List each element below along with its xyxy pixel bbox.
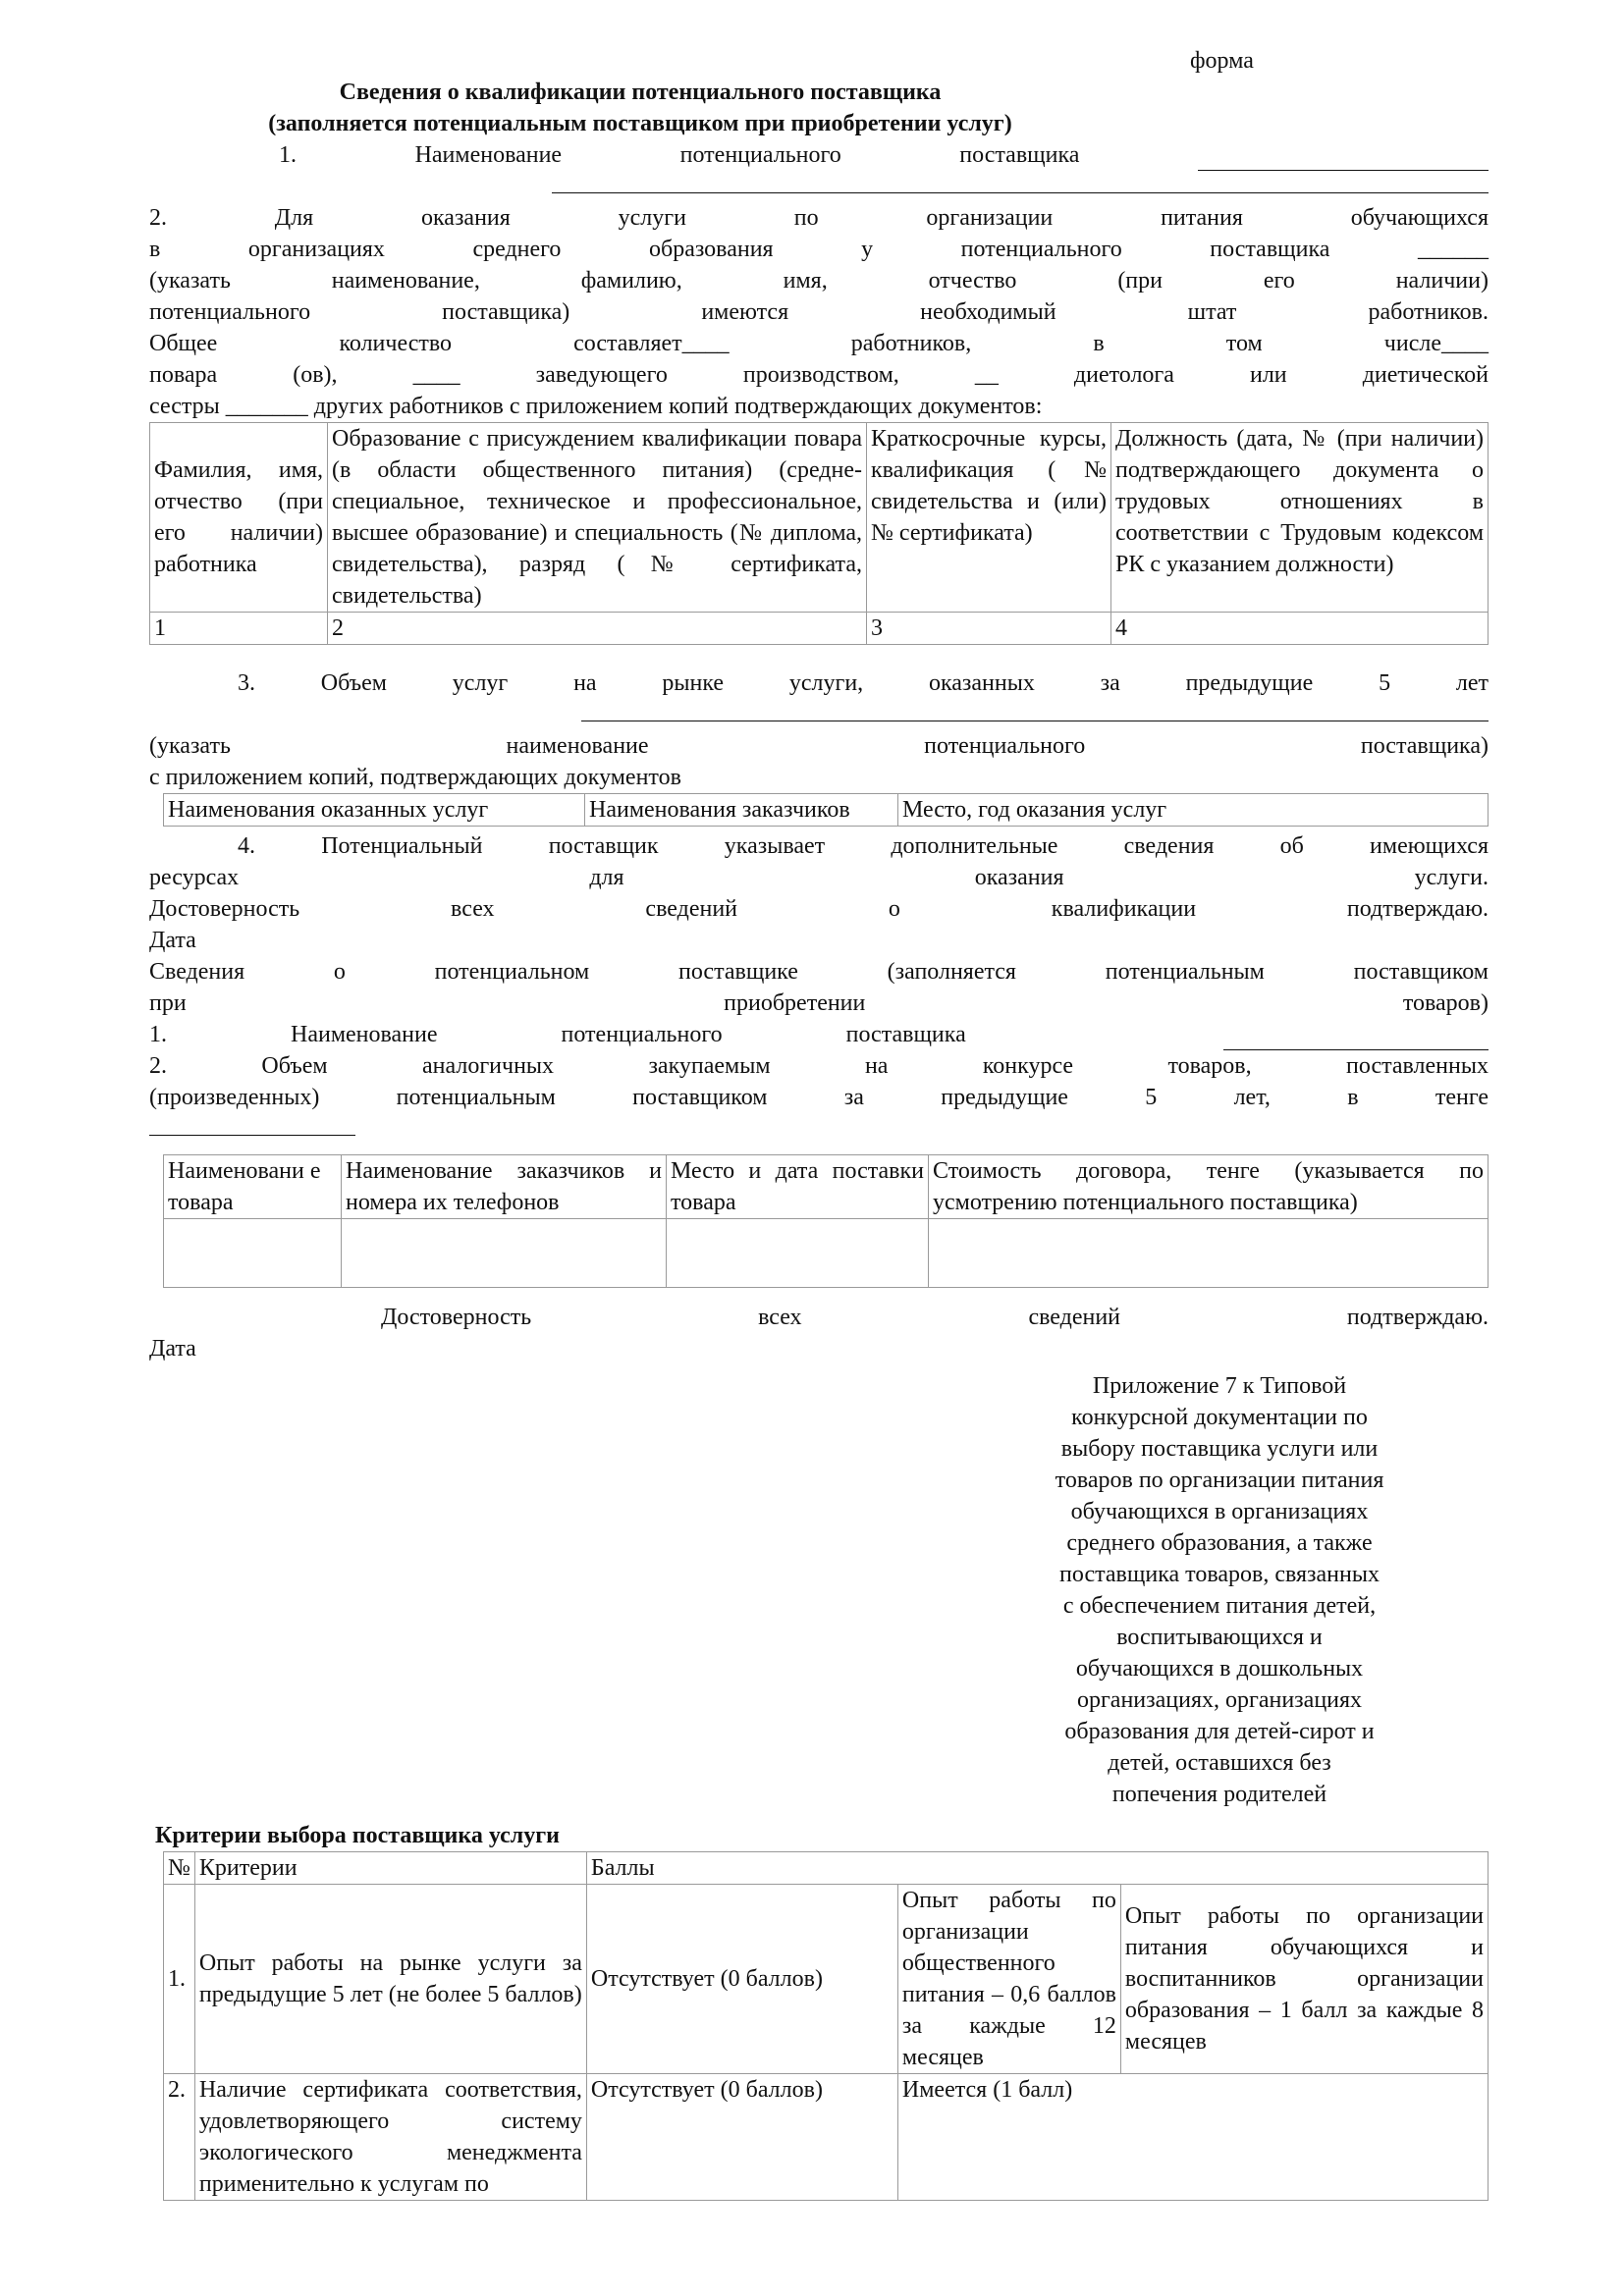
goods-volume-blank: [149, 1113, 355, 1136]
appendix-line: выбору поставщика услуги или: [1060, 1436, 1379, 1462]
item2-line-7: сестры _______ других работников с приложением копий подтверждающих документов:: [149, 394, 1043, 419]
criteria-row-1-option-2: Опыт работы по организации питания обучающихся и воспитанников организации образования – 1 балл за каждые 8 месяцев: [1120, 1885, 1488, 2074]
staff-table: [149, 422, 1489, 645]
goods-col-cost: Стоимость договора, тенге (указывается по усмотрению потенциального поставщика): [929, 1155, 1489, 1219]
appendix-line: обучающихся в дошкольных: [1075, 1656, 1364, 1682]
staff-num-2: 2: [328, 613, 867, 645]
criteria-row-1-number: 1.: [164, 1885, 195, 2074]
appendix-line: обучающихся в организациях: [1070, 1499, 1369, 1524]
goods-item1-text: [149, 1019, 1062, 1050]
goods-item1-blank: [1223, 1028, 1489, 1050]
goods-table: [163, 1154, 1489, 1288]
goods-col-name: Наименовани е товара: [164, 1155, 342, 1219]
criteria-row-1-option-1: Опыт работы по организации общественного питания – 0,6 баллов за каждые 12 месяцев: [897, 1885, 1120, 2074]
section3-line-1: 3. Объем услуг на рынке услуги, оказанных за предыдущие 5 лет: [238, 670, 1489, 696]
section4-line-9: (произведенных) потенциальным поставщиком за предыдущие 5 лет, в тенге: [149, 1085, 1489, 1110]
item1-word-1: Наименование: [414, 142, 563, 168]
services-table: [163, 793, 1489, 827]
staff-num-1: 1: [150, 613, 328, 645]
services-col-place: Место, год оказания услуг: [898, 794, 1489, 827]
appendix-line: товаров по организации питания: [1055, 1468, 1384, 1493]
goods-table-empty-row: [164, 1219, 1489, 1288]
item2-line-6: повара (ов), ____ заведующего производством, __ диетолога или диетической: [149, 362, 1489, 388]
appendix-line: детей, оставшихся без: [1108, 1750, 1331, 1776]
goods-cell-empty: [929, 1219, 1489, 1288]
goods-cell-empty: [667, 1219, 929, 1288]
criteria-row-2-option-1: Имеется (1 балл): [897, 2074, 1488, 2201]
appendix-line: воспитывающихся и: [1116, 1625, 1323, 1650]
section4-line-1: 4. Потенциальный поставщик указывает дополнительные сведения об имеющихся: [238, 833, 1489, 859]
form-label: форма: [1190, 48, 1254, 74]
item1-word-3: поставщика: [959, 142, 1080, 168]
goods-cell-empty: [164, 1219, 342, 1288]
goods-item1-label: 1. Наименование потенциального поставщика: [149, 1022, 966, 1047]
item1-number: 1.: [279, 142, 297, 168]
goods-col-place: Место и дата поставки товара: [667, 1155, 929, 1219]
criteria-row-1: [164, 1885, 1489, 2074]
confirm-line: Достоверность всех сведений подтверждаю.: [381, 1305, 1489, 1330]
criteria-row-1-absent: Отсутствует (0 баллов): [586, 1885, 897, 2074]
staff-col-courses: Краткосрочные курсы, квалификация (№ свидетельства и (или) № сертификата): [867, 423, 1111, 613]
criteria-row-2-number: 2.: [164, 2074, 195, 2201]
item2-block: [149, 202, 1489, 422]
criteria-row-2: [164, 2074, 1489, 2201]
item1-blank: [1198, 148, 1489, 171]
section3-line-3: (указать наименование потенциального поставщика): [149, 733, 1489, 759]
goods-table-header-row: [164, 1155, 1489, 1219]
item2-line-2: в организациях среднего образования у потенциального поставщика ______: [149, 237, 1489, 262]
section4-line-2: ресурсах для оказания услуги.: [149, 865, 1489, 890]
staff-col-name: Фамилия, имя, отчество (при его наличии) работника: [150, 423, 328, 613]
services-table-header-row: [164, 794, 1489, 827]
services-col-name: Наименования оказанных услуг: [164, 794, 585, 827]
item1-blank-line: [552, 171, 1489, 193]
item1-row: [279, 139, 1489, 171]
item2-line-4: потенциального поставщика) имеются необходимый штат работников.: [149, 299, 1489, 325]
criteria-col-points: Баллы: [586, 1852, 1488, 1885]
title-line-2: (заполняется потенциальным поставщиком при приобретении услуг): [268, 111, 1012, 136]
staff-table-number-row: [150, 613, 1489, 645]
section3-line-4: с приложением копий, подтверждающих документов: [149, 765, 681, 790]
item2-line-5: Общее количество составляет____ работников, в том числе____: [149, 331, 1489, 356]
item2-line-1: 2. Для оказания услуги по организации питания обучающихся: [149, 205, 1489, 231]
section4-line-6: при приобретении товаров): [149, 990, 1489, 1016]
appendix-line: попечения родителей: [1111, 1782, 1327, 1807]
staff-col-position: Должность (дата, № (при наличии) подтверждающего документа о трудовых отношениях в соответствии с Трудовым кодексом РК с указанием должности): [1111, 423, 1489, 613]
appendix-line: с обеспечением питания детей,: [1062, 1593, 1377, 1619]
criteria-col-criteria: Критерии: [194, 1852, 586, 1885]
goods-col-customers: Наименование заказчиков и номера их телефонов: [342, 1155, 667, 1219]
title-line-1: Сведения о квалификации потенциального поставщика: [339, 80, 942, 105]
services-col-customers: Наименования заказчиков: [585, 794, 898, 827]
section4-line-5: Сведения о потенциальном поставщике (заполняется потенциальным поставщиком: [149, 959, 1489, 985]
criteria-row-1-criterion: Опыт работы на рынке услуги за предыдущие 5 лет (не более 5 баллов): [194, 1885, 586, 2074]
appendix-line: организациях, организациях: [1076, 1687, 1363, 1713]
criteria-row-2-criterion: Наличие сертификата соответствия, удовлетворяющего систему экологического менеджмента применительно к услугам по: [194, 2074, 586, 2201]
section4-line-3: Достоверность всех сведений о квалификации подтверждаю.: [149, 896, 1489, 922]
confirm-date: Дата: [149, 1336, 196, 1362]
appendix-line: образования для детей-сирот и: [1064, 1719, 1375, 1744]
section4-line-8: 2. Объем аналогичных закупаемым на конкурсе товаров, поставленных: [149, 1053, 1489, 1079]
appendix-note: [1008, 1370, 1431, 1810]
criteria-col-number: №: [164, 1852, 195, 1885]
staff-col-education: Образование с присуждением квалификации повара (в области общественного питания) (средне-специальное, техническое и профессиональное, высшее образование) и специальность (№ диплома, свидетельства), разряд (№ сертификата, свидетельства): [328, 423, 867, 613]
goods-cell-empty: [342, 1219, 667, 1288]
staff-num-4: 4: [1111, 613, 1489, 645]
item2-line-3: (указать наименование, фамилию, имя, отчество (при его наличии): [149, 268, 1489, 294]
criteria-title: Критерии выбора поставщика услуги: [155, 1823, 560, 1848]
appendix-line: конкурсной документации по: [1071, 1405, 1368, 1430]
staff-table-header-row: [150, 423, 1489, 613]
appendix-line: среднего образования, а также: [1066, 1530, 1373, 1556]
criteria-header-row: [164, 1852, 1489, 1885]
criteria-table: [163, 1851, 1489, 2201]
appendix-line: Приложение 7 к Типовой: [1092, 1373, 1347, 1399]
goods-item1-row: [149, 1019, 1489, 1050]
section3-blank-line: [581, 699, 1489, 721]
section4-block: [149, 830, 1489, 1136]
appendix-line: поставщика товаров, связанных: [1059, 1562, 1380, 1587]
document-title: [149, 77, 1131, 139]
criteria-row-2-absent: Отсутствует (0 баллов): [586, 2074, 897, 2201]
staff-num-3: 3: [867, 613, 1111, 645]
section4-date: Дата: [149, 928, 196, 953]
item1-word-2: потенциального: [679, 142, 841, 168]
